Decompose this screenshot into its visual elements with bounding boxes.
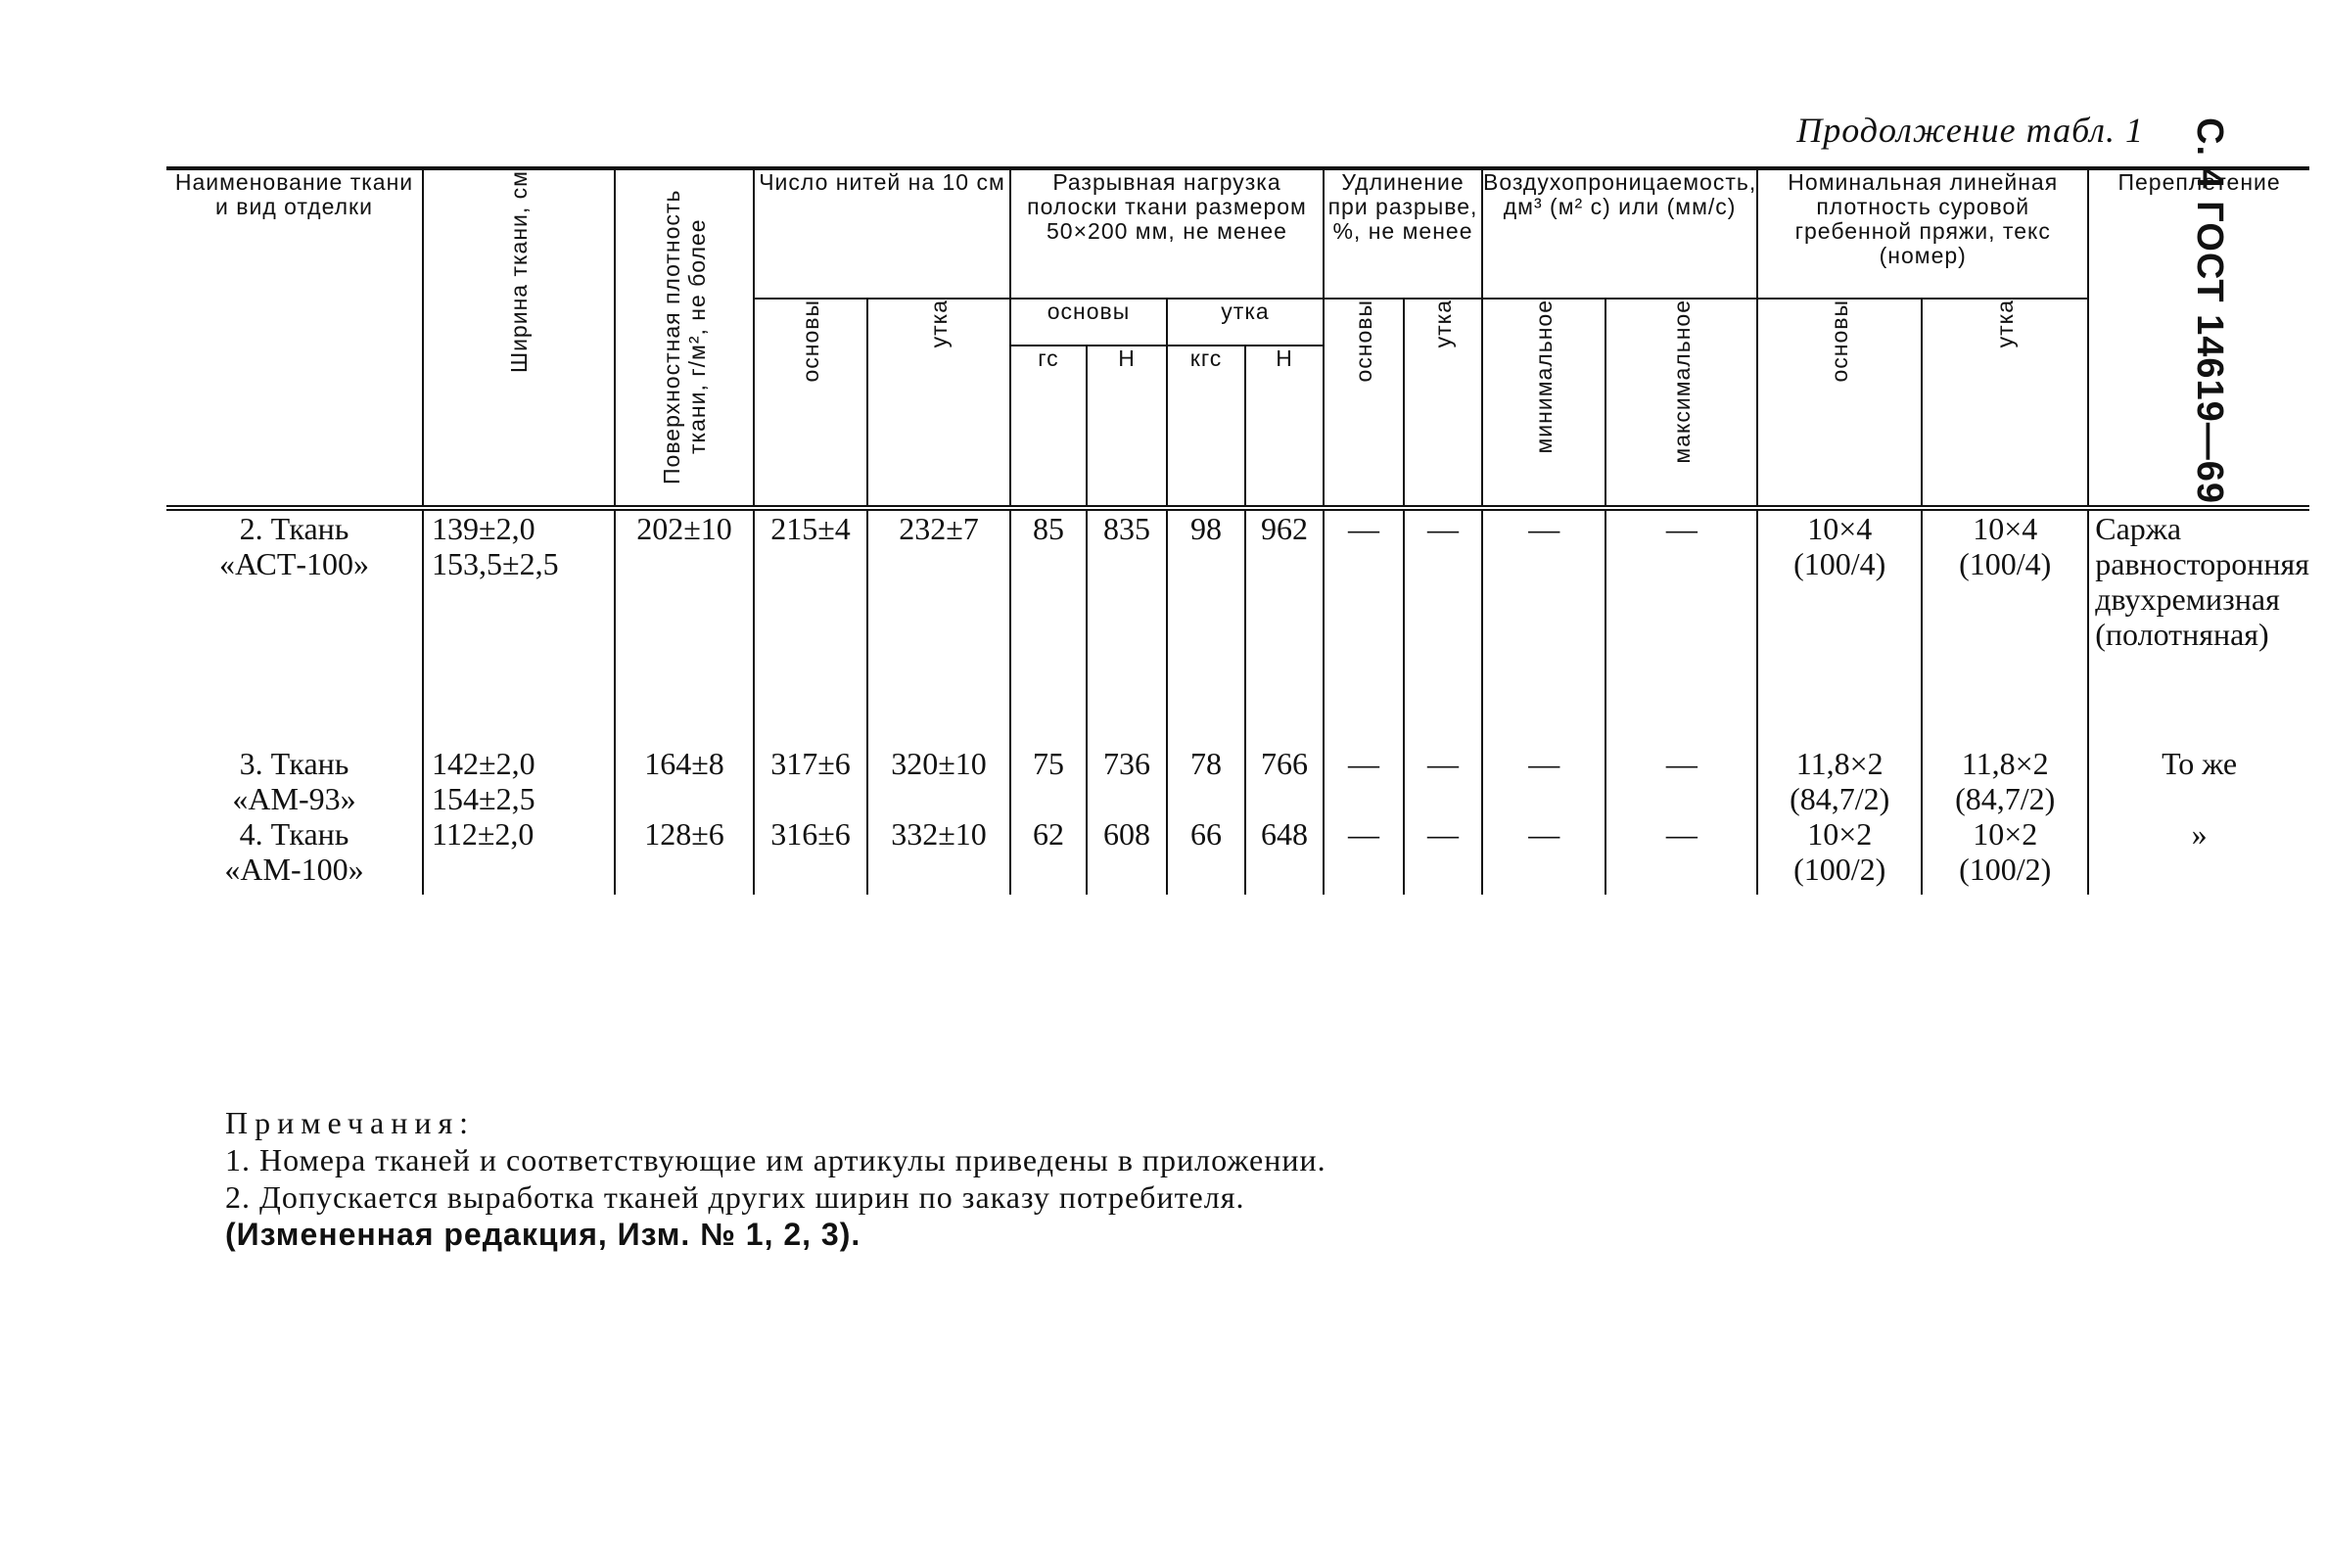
- cell-kgs: 66: [1167, 816, 1245, 895]
- cell-width: 139±2,0 153,5±2,5: [423, 508, 615, 746]
- header-width: Ширина ткани, см: [423, 168, 615, 508]
- cell-yarn-warp: 11,8×2 (84,7/2): [1757, 746, 1922, 816]
- cell-elong-warp: —: [1324, 746, 1404, 816]
- header-breaking-weft: утка: [1167, 299, 1324, 346]
- cell-density: 202±10: [615, 508, 754, 746]
- header-breaking: Разрывная нагрузка полоски ткани размером 50×200 мм, не менее: [1010, 168, 1324, 299]
- cell-elong-warp: —: [1324, 816, 1404, 895]
- header-unit-n: Н: [1087, 346, 1167, 508]
- cell-elong-warp: —: [1324, 508, 1404, 746]
- cell-yarn-weft: 11,8×2 (84,7/2): [1922, 746, 2088, 816]
- cell-air-min: —: [1482, 746, 1605, 816]
- header-unit-kgs: кгс: [1167, 346, 1245, 508]
- cell-yarn-warp: 10×4 (100/4): [1757, 508, 1922, 746]
- cell-n2: 648: [1245, 816, 1324, 895]
- cell-gs: 75: [1010, 746, 1087, 816]
- fabric-spec-table: [166, 166, 2309, 895]
- cell-air-max: —: [1605, 508, 1757, 746]
- table-body: [166, 508, 2309, 895]
- cell-density: 128±6: [615, 816, 754, 895]
- revision-note: (Измененная редакция, Изм. № 1, 2, 3).: [225, 1217, 861, 1252]
- header-threads-weft: утка: [867, 299, 1010, 508]
- cell-weave: »: [2088, 816, 2309, 895]
- cell-threads-weft: 320±10: [867, 746, 1010, 816]
- cell-width: 112±2,0: [423, 816, 615, 895]
- cell-yarn-weft: 10×4 (100/4): [1922, 508, 2088, 746]
- note-item: 1. Номера тканей и соответствующие им артикулы приведены в приложении.: [225, 1142, 1326, 1177]
- cell-density: 164±8: [615, 746, 754, 816]
- header-yarn-weft: утка: [1922, 299, 2088, 508]
- header-elongation: Удлинение при разрыве, %, не менее: [1324, 168, 1482, 299]
- header-elong-weft: утка: [1404, 299, 1482, 508]
- header-breaking-warp: основы: [1010, 299, 1167, 346]
- cell-gs: 85: [1010, 508, 1087, 746]
- cell-threads-warp: 317±6: [754, 746, 867, 816]
- cell-threads-weft: 332±10: [867, 816, 1010, 895]
- header-threads-warp: основы: [754, 299, 867, 508]
- cell-threads-warp: 215±4: [754, 508, 867, 746]
- cell-air-max: —: [1605, 816, 1757, 895]
- cell-n2: 962: [1245, 508, 1324, 746]
- cell-weave: Саржа равносторонняя двухремизная (полотняная): [2088, 508, 2309, 746]
- header-yarn-warp: основы: [1757, 299, 1922, 508]
- header-unit-n2: Н: [1245, 346, 1324, 508]
- cell-weave: То же: [2088, 746, 2309, 816]
- cell-kgs: 78: [1167, 746, 1245, 816]
- notes-block: [225, 1104, 1326, 1253]
- cell-name: 2. Ткань «АСТ-100»: [166, 508, 423, 746]
- cell-elong-weft: —: [1404, 746, 1482, 816]
- header-yarn: Номинальная линейная плотность суровой гребенной пряжи, текс (номер): [1757, 168, 2088, 299]
- cell-kgs: 98: [1167, 508, 1245, 746]
- header-density: Поверхностная плотность ткани, г/м², не более: [615, 168, 754, 508]
- header-weave: Переплетение: [2088, 168, 2309, 508]
- cell-name: 3. Ткань «АМ-93»: [166, 746, 423, 816]
- table-header: [166, 168, 2309, 508]
- cell-n2: 766: [1245, 746, 1324, 816]
- header-air-max: максимальное: [1605, 299, 1757, 508]
- cell-elong-weft: —: [1404, 816, 1482, 895]
- notes-title: Примечания:: [225, 1105, 476, 1140]
- cell-n: 608: [1087, 816, 1167, 895]
- cell-n: 736: [1087, 746, 1167, 816]
- cell-air-max: —: [1605, 746, 1757, 816]
- header-name: Наименование ткани и вид отделки: [166, 168, 423, 508]
- table-row: [166, 816, 2309, 895]
- header-air: Воздухопроницаемость, дм³ (м² с) или (мм/с): [1482, 168, 1757, 299]
- cell-n: 835: [1087, 508, 1167, 746]
- cell-threads-warp: 316±6: [754, 816, 867, 895]
- table-row: [166, 746, 2309, 816]
- note-item: 2. Допускается выработка тканей других ширин по заказу потребителя.: [225, 1179, 1245, 1215]
- cell-air-min: —: [1482, 508, 1605, 746]
- cell-yarn-weft: 10×2 (100/2): [1922, 816, 2088, 895]
- cell-name: 4. Ткань «АМ-100»: [166, 816, 423, 895]
- page-label-text: С. 4 ГОСТ 14619—69: [2189, 117, 2230, 505]
- header-threads: Число нитей на 10 см: [754, 168, 1010, 299]
- cell-threads-weft: 232±7: [867, 508, 1010, 746]
- cell-yarn-warp: 10×2 (100/2): [1757, 816, 1922, 895]
- header-air-min: минимальное: [1482, 299, 1605, 508]
- cell-gs: 62: [1010, 816, 1087, 895]
- table-row: [166, 508, 2309, 746]
- header-elong-warp: основы: [1324, 299, 1404, 508]
- header-unit-gs: гс: [1010, 346, 1087, 508]
- table-continuation-caption: Продолжение табл. 1: [1796, 111, 2144, 150]
- cell-air-min: —: [1482, 816, 1605, 895]
- cell-elong-weft: —: [1404, 508, 1482, 746]
- cell-width: 142±2,0 154±2,5: [423, 746, 615, 816]
